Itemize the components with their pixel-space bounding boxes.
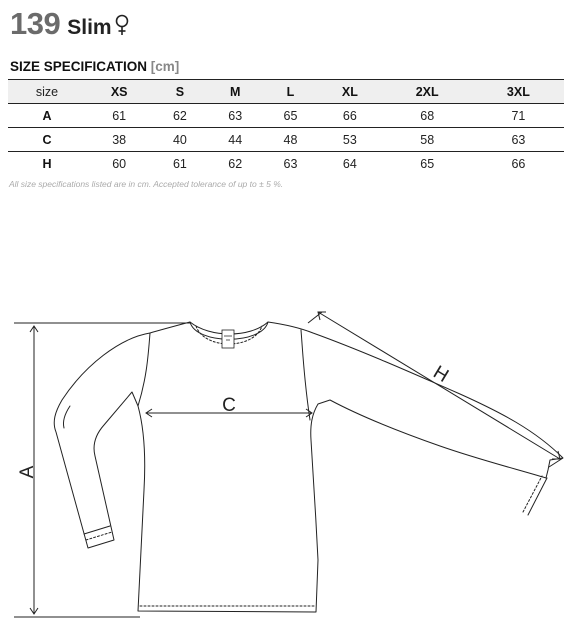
table-cell: 61 [172, 156, 187, 171]
size-col-xl: XL [341, 84, 358, 99]
size-col-xs: XS [110, 84, 128, 99]
size-spec-unit: [cm] [150, 59, 180, 74]
table-row [8, 104, 564, 128]
size-corner-label: size [35, 84, 59, 99]
table-cell: 66 [511, 156, 526, 171]
shirt-outline [54, 322, 563, 612]
left-cuff [84, 526, 110, 534]
table-cell: 71 [511, 108, 526, 123]
table-cell: 53 [342, 132, 357, 147]
table-cell: 64 [342, 156, 357, 171]
table-cell: 65 [420, 156, 435, 171]
tshirt-technical-drawing [0, 290, 572, 639]
table-cell: 48 [283, 132, 298, 147]
size-col-3xl: 3XL [506, 84, 530, 99]
table-row [8, 128, 564, 152]
table-row [8, 152, 564, 176]
table-cell: 38 [112, 132, 127, 147]
dimension-a-label: A [17, 465, 38, 479]
size-spec-title [10, 59, 179, 74]
tolerance-note: All size specifications listed are in cm. Accepted tolerance of up to ± 5 %. [9, 179, 284, 189]
left-cuff-stitch [86, 532, 112, 540]
neck-label-icon [222, 330, 234, 348]
right-armhole-seam [301, 330, 310, 420]
table-cell: 68 [420, 108, 435, 123]
table-cell: 44 [228, 132, 243, 147]
size-spec-title-text: SIZE SPECIFICATION [10, 59, 148, 74]
dimension-h [308, 312, 563, 467]
dimension-a [14, 323, 190, 617]
table-cell: 40 [172, 132, 187, 147]
left-side-seam [63, 406, 70, 428]
row-label-h: H [42, 156, 52, 171]
product-header [10, 6, 130, 42]
row-label-c: C [42, 132, 52, 147]
table-cell: 63 [228, 108, 243, 123]
dimension-c-label: C [222, 395, 236, 416]
female-symbol-icon [114, 14, 130, 36]
size-col-s: S [175, 84, 185, 99]
table-cell: 60 [112, 156, 127, 171]
size-col-l: L [286, 84, 295, 99]
table-cell: 63 [511, 132, 526, 147]
table-cell: 58 [420, 132, 435, 147]
table-cell: 65 [283, 108, 298, 123]
size-table-header [8, 80, 564, 104]
row-label-a: A [42, 108, 52, 123]
table-cell: 62 [228, 156, 243, 171]
fit-name: Slim [67, 16, 112, 39]
model-number: 139 [10, 6, 61, 41]
left-armhole-seam [138, 333, 150, 406]
table-cell: 63 [283, 156, 298, 171]
table-cell: 61 [112, 108, 127, 123]
size-table [8, 79, 564, 175]
size-col-2xl: 2XL [415, 84, 439, 99]
dimension-h-label: H [429, 361, 453, 387]
table-cell: 62 [172, 108, 187, 123]
size-col-m: M [230, 84, 241, 99]
table-cell: 66 [342, 108, 357, 123]
